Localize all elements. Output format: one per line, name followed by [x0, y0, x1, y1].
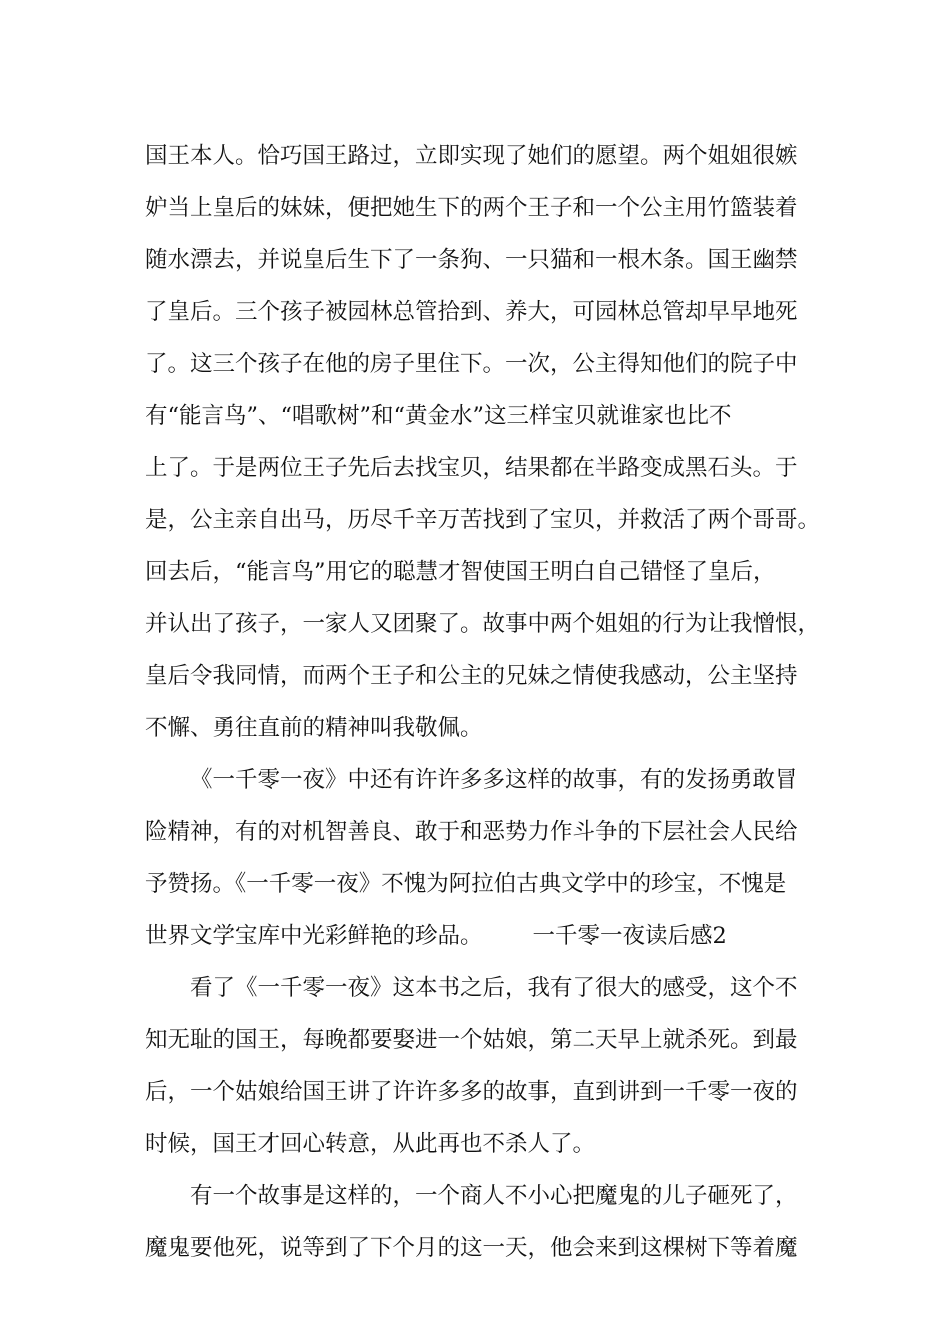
text-line: 知无耻的国王，每晚都要娶进一个姑娘，第二天早上就杀死。到最 [145, 1027, 798, 1053]
text-line: 妒当上皇后的妹妹，便把她生下的两个王子和一个公主用竹篮装着 [145, 195, 798, 221]
text-line: 后，一个姑娘给国王讲了许许多多的故事，直到讲到一千零一夜的 [145, 1079, 798, 1105]
text-line: 了皇后。三个孩子被园林总管拾到、养大，可园林总管却早早地死 [145, 299, 798, 325]
text-line: 时候，国王才回心转意，从此再也不杀人了。 [145, 1131, 596, 1157]
text-line: 随水漂去，并说皇后生下了一条狗、一只猫和一根木条。国王幽禁 [145, 247, 798, 273]
section-heading: 一千零一夜读后感2 [532, 923, 727, 949]
text-line: 回去后，“能言鸟”用它的聪慧才智使国王明白自己错怪了皇后， [145, 559, 776, 585]
text-line: 上了。于是两位王子先后去找宝贝，结果都在半路变成黑石头。于 [145, 455, 798, 481]
text-line: 魔鬼要他死，说等到了下个月的这一天，他会来到这棵树下等着魔 [145, 1235, 798, 1261]
text-line: 有“能言鸟”、“唱歌树”和“黄金水”这三样宝贝就谁家也比不 [145, 403, 732, 429]
text-line: 险精神，有的对机智善良、敢于和恶势力作斗争的下层社会人民给 [145, 819, 798, 845]
text-line: 予赞扬。《一千零一夜》不愧为阿拉伯古典文学中的珍宝，不愧是 [145, 871, 787, 897]
text-line: 了。这三个孩子在他的房子里住下。一次，公主得知他们的院子中 [145, 351, 798, 377]
text-line: 《一千零一夜》中还有许许多多这样的故事，有的发扬勇敢冒 [190, 767, 798, 793]
text-line: 并认出了孩子，一家人又团聚了。故事中两个姐姐的行为让我憎恨， [145, 611, 821, 637]
text-line: 是，公主亲自出马，历尽千辛万苦找到了宝贝，并救活了两个哥哥。 [145, 507, 821, 533]
text-line: 有一个故事是这样的，一个商人不小心把魔鬼的儿子砸死了， [190, 1183, 798, 1209]
text-line-with-heading [145, 910, 825, 962]
text-line: 世界文学宝库中光彩鲜艳的珍品。 [145, 923, 483, 949]
text-line: 国王本人。恰巧国王路过，立即实现了她们的愿望。两个姐姐很嫉 [145, 143, 798, 169]
text-line: 看了《一千零一夜》这本书之后，我有了很大的感受，这个不 [190, 975, 798, 1001]
body-text [145, 130, 825, 1274]
text-line: 皇后令我同情，而两个王子和公主的兄妹之情使我感动，公主坚持 [145, 663, 798, 689]
text-line: 不懈、勇往直前的精神叫我敬佩。 [145, 715, 483, 741]
